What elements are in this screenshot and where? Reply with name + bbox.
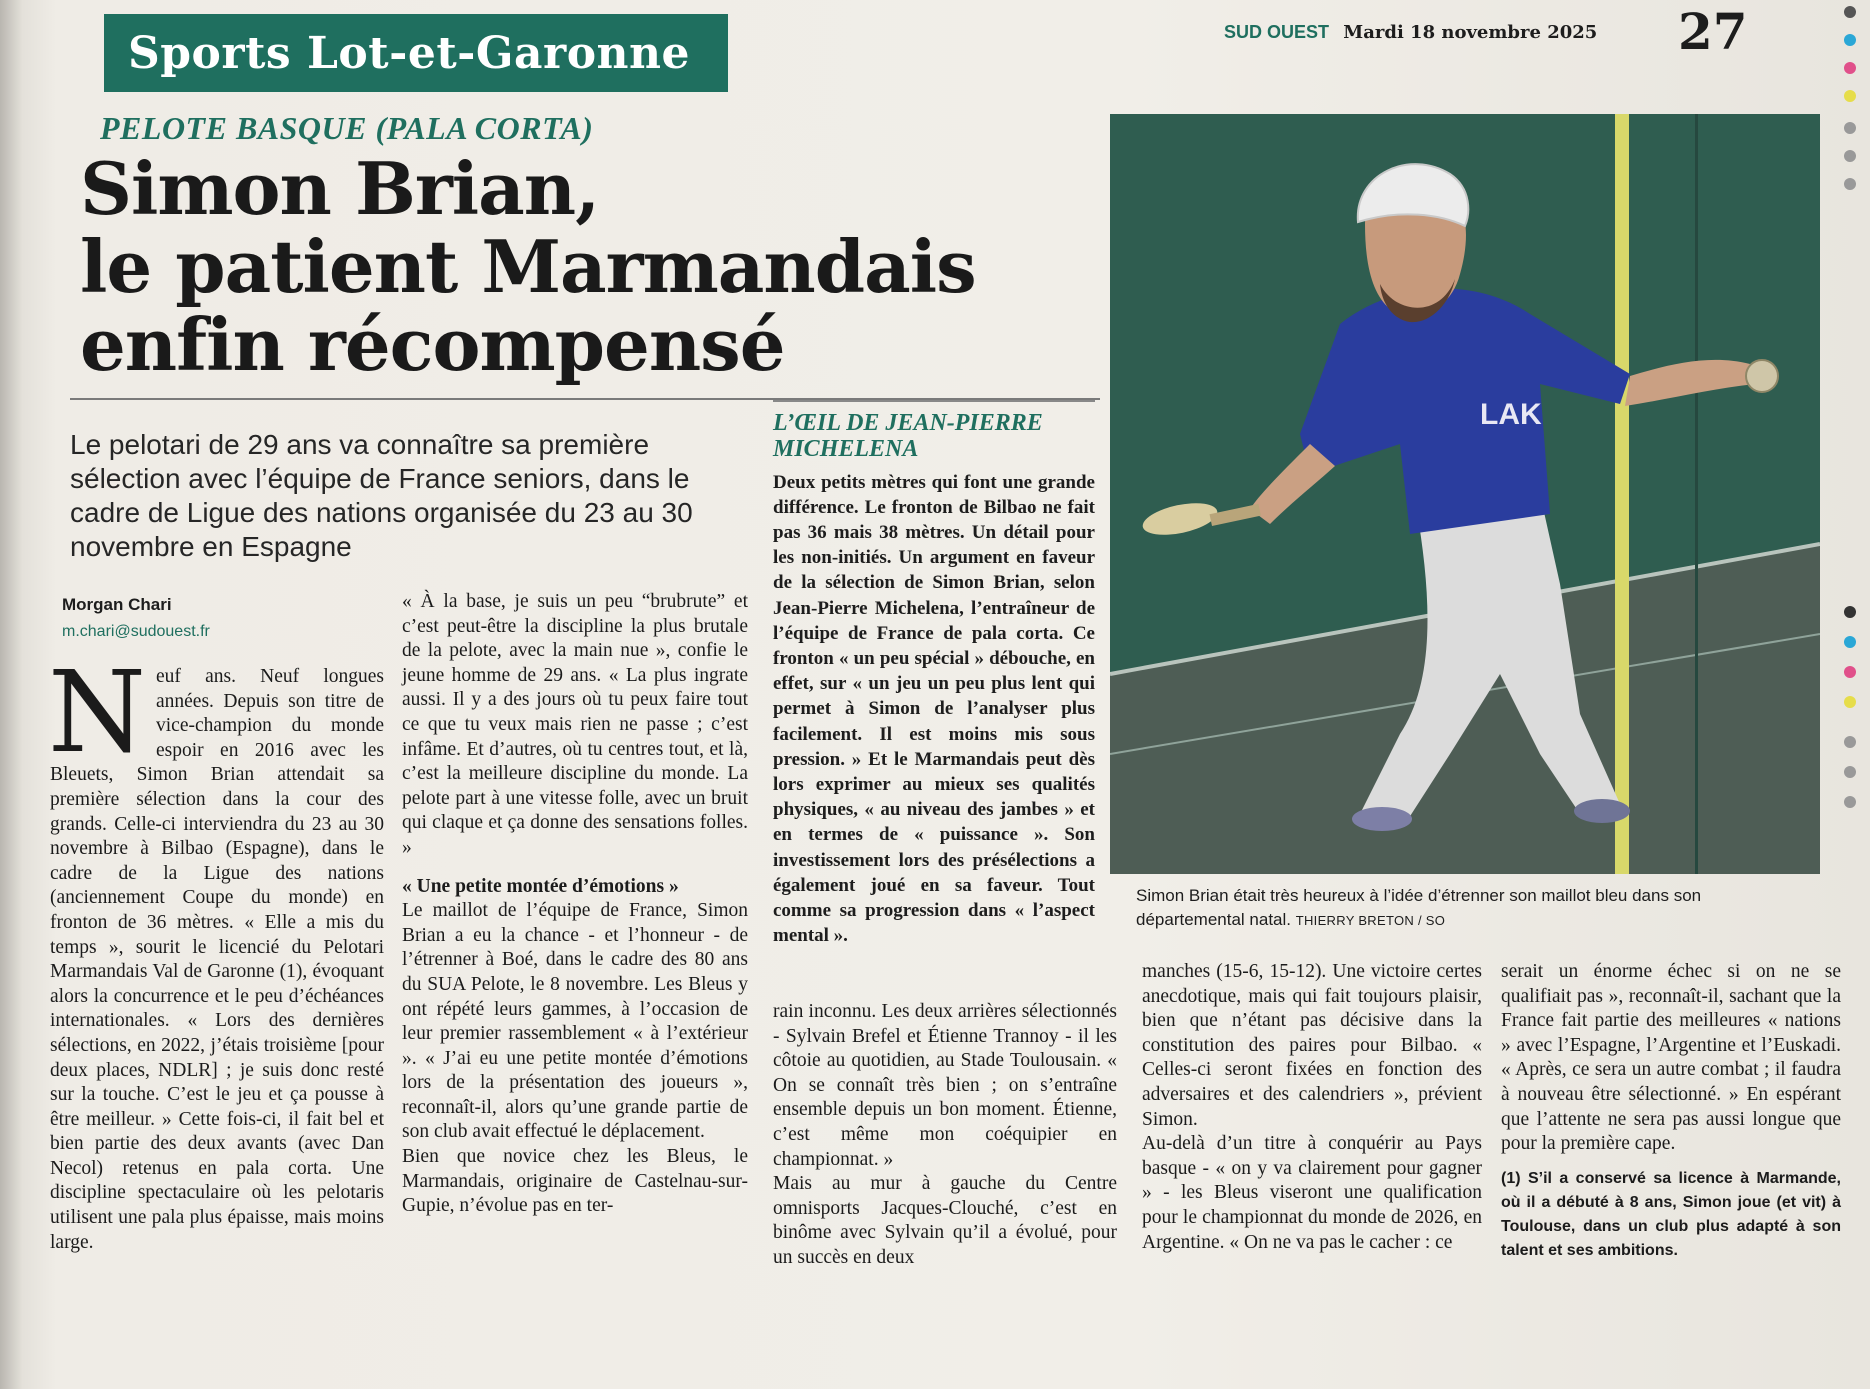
footnote: (1) S’il a conservé sa licence à Marmande, où il a débuté à 8 ans, Simon joue (et vit) à Toulouse, dans un club plus adapté à son talent et ses ambitions.	[1501, 1169, 1841, 1259]
registration-dot	[1844, 796, 1856, 808]
paragraph: Bien que novice chez les Bleus, le Marmandais, originaire de Castelnau-sur-Gupie, n’évolue pas en ter-	[402, 1146, 748, 1217]
intertitle: « Une petite montée d’émotions »	[402, 875, 679, 897]
wall-seam	[1695, 114, 1698, 874]
registration-dot	[1844, 62, 1856, 74]
jersey-sponsor: LAK	[1480, 398, 1542, 431]
drop-cap: N	[48, 648, 146, 778]
photo-caption	[1136, 884, 1776, 933]
shoe	[1352, 807, 1412, 831]
article-kicker: PELOTE BASQUE (PALA CORTA)	[100, 110, 594, 146]
pelota-ball	[1746, 360, 1778, 392]
standfirst: Le pelotari de 29 ans va connaître sa première sélection avec l’équipe de France seniors, dans le cadre de Ligue des nations organisée du 23 au 30 novembre en Espagne	[70, 429, 693, 562]
text-column-2	[402, 590, 748, 1219]
paragraph: serait un énorme échec si on ne se qualifiait pas », reconnaît-il, sachant que la France fait partie des meilleures « nations » avec l’Espagne, l’Argentine et l’Euskadi. « Après, ce sera un autre combat ; il faudra à nouveau être sélectionné. » En espérant que l’attente ne sera pas aussi longue que pour la première cape.	[1501, 961, 1841, 1155]
headline-line: le patient Marmandais	[80, 224, 976, 309]
registration-dot	[1844, 636, 1856, 648]
shoe	[1574, 799, 1630, 823]
paragraph: rain inconnu. Les deux arrières sélectionnés - Sylvain Brefel et Étienne Trannoy - il les côtoie au quotidien, au Stade Toulousain. « On se connaît très bien ; on s’entraîne ensemble depuis un bon moment. Étienne, c’est même mon coéquipier en championnat. »	[773, 1001, 1117, 1170]
registration-dot	[1844, 150, 1856, 162]
registration-dot	[1844, 90, 1856, 102]
byline	[62, 595, 210, 641]
masthead	[1224, 22, 1597, 43]
paragraph: Neuf ans. Neuf longues années. Depuis son titre de vice-champion du monde espoir en 2016 avec les Bleuets, Simon Brian attendait sa première sélection dans la cour des grands. Celle-ci interviendra du 23 au 30 novembre à Bilbao (Espagne), dans le cadre de la Ligue des nations (anciennement Coupe du monde) en fronton de 36 mètres. « Elle a mis du temps », sourit le licencié du Pelotari Marmandais Val de Garonne (1), évoquant alors la concurrence et le peu d’échéances internationales. « Lors des dernières sélections, en 2022, j’étais troisième [pour deux places, NDLR] ; je suis donc resté sur la touche. C’est le jeu et ça pousse à être meilleur. » Cette fois-ci, il fait bel et bien partie des deux avants (avec Dan Necol) retenus en pala corta. Une discipline spectaculaire où les pelotaris utilisent une pala plus épaisse, mais moins large.	[48, 648, 384, 1253]
registration-dot	[1844, 736, 1856, 748]
text-column-1	[48, 648, 384, 1255]
foul-line-post	[1615, 114, 1629, 874]
headline-line: Simon Brian,	[80, 146, 600, 231]
author-email: m.chari@sudouest.fr	[62, 623, 210, 640]
registration-dot	[1844, 766, 1856, 778]
paragraph: Le maillot de l’équipe de France, Simon Brian a eu la chance - et l’honneur - de l’étrenner à Boé, dans le cadre des 80 ans du SUA Pelote, le 8 novembre. Les Bleus y ont répété leurs gammes, à l’occasion de leur premier rassemblement « à l’extérieur ». « J’ai eu une petite montée d’émotions lors de la présentation des joueurs », reconnaît-il, alors qu’une grande partie de son club avait effectué le déplacement.	[402, 900, 748, 1143]
brand-name: SUD OUEST	[1224, 22, 1330, 42]
text-column-3	[773, 1000, 1117, 1271]
paragraph: manches (15-6, 15-12). Une victoire certes anecdotique, mais qui fait toujours plaisir, bien que n’étant pas décisive dans la constitution des paires pour Bilbao. « Celles-ci seront fixées en fonction des adversaires et des calendriers », prévient Simon.	[1142, 961, 1482, 1130]
registration-dot	[1844, 666, 1856, 678]
divider	[773, 400, 1095, 402]
pelota-player-illustration	[1110, 114, 1820, 874]
author-name: Morgan Chari	[62, 595, 172, 614]
caption-text: Simon Brian était très heureux à l’idée d’étrenner son maillot bleu dans son départemental natal.	[1136, 886, 1702, 929]
text-column-4	[1142, 960, 1482, 1255]
paragraph: Au-delà d’un titre à conquérir au Pays basque - « on y va clairement pour gagner » - les Bleus viseront une qualification pour le championnat du monde de 2026, en Argentine. « On ne va pas le cacher : ce	[1142, 1133, 1482, 1253]
registration-dot	[1844, 6, 1856, 18]
registration-dot	[1844, 34, 1856, 46]
page-number: 27	[1678, 2, 1748, 61]
issue-date: Mardi 18 novembre 2025	[1343, 22, 1598, 43]
paragraph: « À la base, je suis un peu “brubrute” et c’est peut-être la discipline la plus brutale de la pelote, avec la main nue », confie le jeune homme de 29 ans. « La plus ingrate aussi. Il y a des jours où tu peux faire tout ce que tu veux mais rien ne passe ; c’est infâme. Et d’autres, où tu centres tout, et là, c’est la meilleure discipline du monde. La pelote part à une vitesse folle, avec un bruit qui claque et ça donne des sensations folles. »	[402, 591, 748, 858]
article-photo	[1110, 114, 1820, 874]
photo-credit: THIERRY BRETON / SO	[1295, 913, 1446, 928]
sidebar-title: L’ŒIL DE JEAN-PIERRE MICHELENA	[773, 409, 1043, 462]
paragraph: Mais au mur à gauche du Centre omnisports Jacques-Clouché, c’est en binôme avec Sylvain qu’il a évolué, pour un succès en deux	[773, 1173, 1117, 1268]
headline-line: enfin récompensé	[80, 302, 785, 387]
section-banner	[104, 14, 728, 92]
print-registration-marks	[1836, 0, 1870, 1389]
text-column-5	[1501, 960, 1841, 1263]
expert-sidebar	[773, 400, 1095, 948]
page-gutter	[0, 0, 22, 1389]
sidebar-body: Deux petits mètres qui font une grande différence. Le fronton de Bilbao ne fait pas 36 mais 38 mètres. Un détail pour les non-initiés. Un argument en faveur de la sélection de Simon Brian, selon Jean-Pierre Michelena, l’entraîneur de l’équipe de France de pala corta. Ce fronton « un peu spécial » débouche, en effet, sur « un jeu un peu plus lent qui permet à Simon de l’analyser plus facilement. Il est moins mis sous pression. » Et le Marmandais peut dès lors exprimer au mieux ses qualités physiques, « au niveau des jambes » et en termes de « puissance ». Son investissement lors des présélections a également joué en sa faveur. Tout comme sa progression dans « l’aspect mental ».	[773, 471, 1095, 947]
registration-dot	[1844, 606, 1856, 618]
registration-dot	[1844, 122, 1856, 134]
registration-dot	[1844, 178, 1856, 190]
section-title: Sports Lot-et-Garonne	[128, 27, 691, 79]
registration-dot	[1844, 696, 1856, 708]
article-headline	[80, 146, 1060, 387]
